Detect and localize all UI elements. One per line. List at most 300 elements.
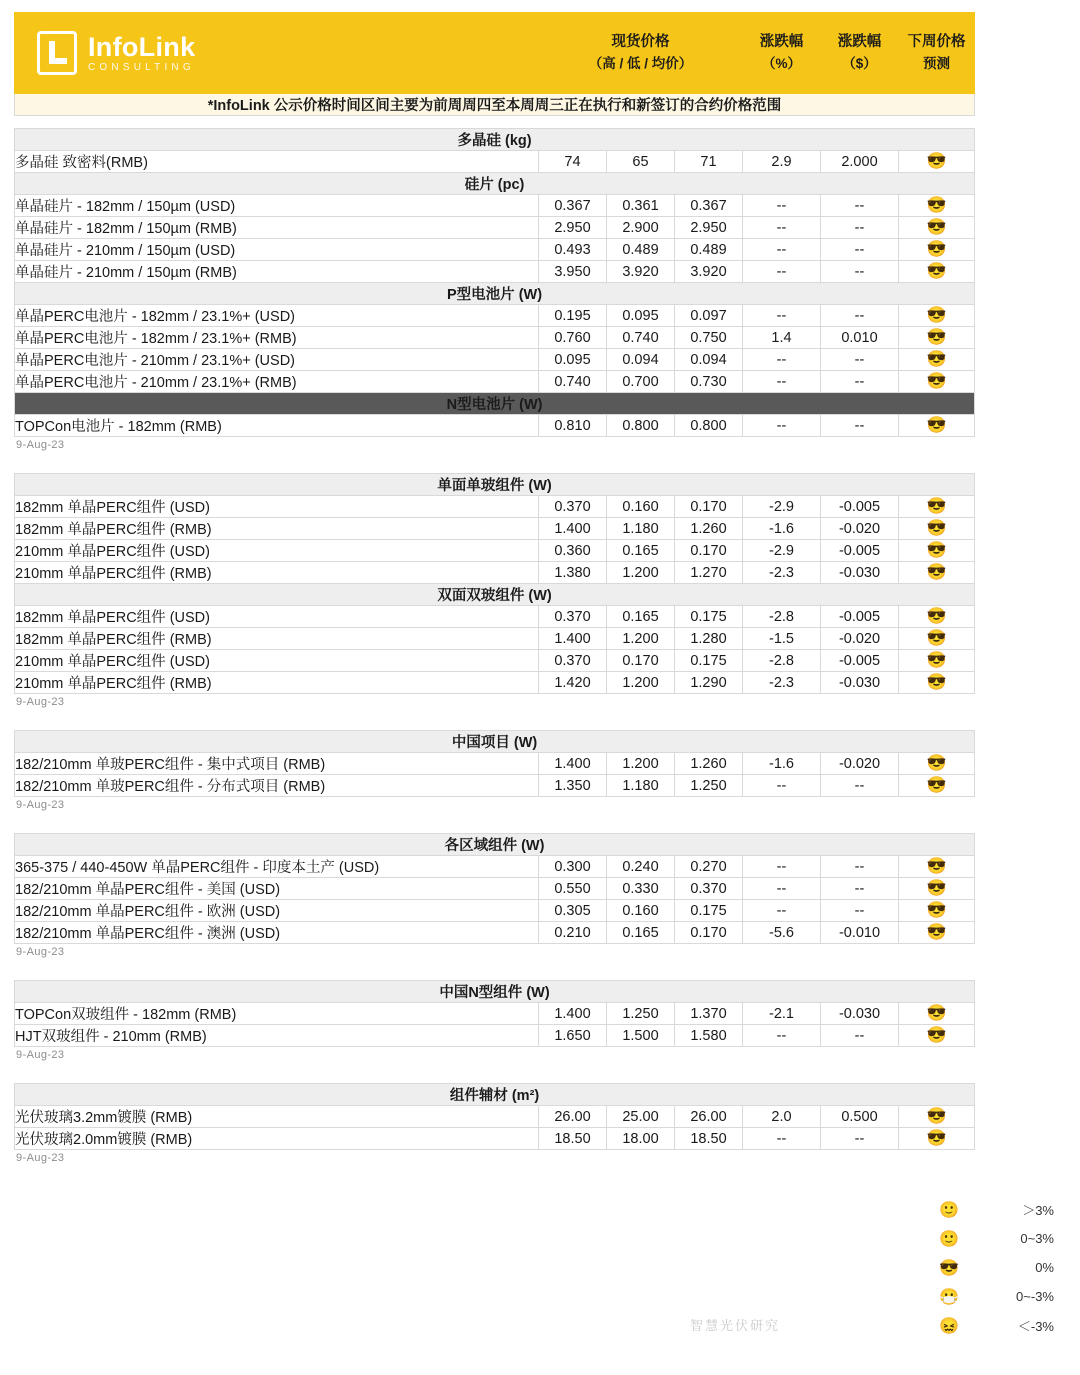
change-usd-cell: -0.030: [821, 562, 899, 584]
change-pct-cell: -2.1: [743, 1003, 821, 1025]
table-row: [15, 775, 975, 797]
forecast-emoji: 😎: [926, 328, 947, 346]
change-pct-cell: 1.4: [743, 327, 821, 349]
change-usd-label: 涨跌幅: [837, 34, 882, 51]
price-high-cell: 1.400: [539, 753, 607, 775]
block-spacer: [0, 811, 1080, 821]
product-name-cell: 单晶PERC电池片 - 210mm / 23.1%+ (RMB): [15, 371, 539, 393]
product-name-cell: 单晶硅片 - 182mm / 150µm (RMB): [15, 217, 539, 239]
table-row: [15, 540, 975, 562]
change-usd-cell: -0.005: [821, 606, 899, 628]
legend-emoji-icon: 😷: [939, 1288, 959, 1306]
table-row: [15, 518, 975, 540]
section-header-row: [15, 584, 975, 606]
price-high-cell: 1.380: [539, 562, 607, 584]
forecast-emoji-icon: [899, 217, 975, 239]
price-avg-cell: 0.370: [675, 878, 743, 900]
price-avg-cell: 26.00: [675, 1106, 743, 1128]
disclaimer-row: [15, 94, 975, 116]
product-name-cell: TOPCon电池片 - 182mm (RMB): [15, 415, 539, 437]
forecast-emoji-icon: [899, 371, 975, 393]
forecast-emoji-icon: [899, 922, 975, 944]
product-name-cell: 多晶硅 致密料(RMB): [15, 151, 539, 173]
forecast-emoji: 😎: [926, 673, 947, 691]
product-name-cell: 182/210mm 单玻PERC组件 - 集中式项目 (RMB): [15, 753, 539, 775]
change-pct-cell: -2.8: [743, 650, 821, 672]
change-pct-cell: --: [743, 775, 821, 797]
change-usd-cell: -0.030: [821, 1003, 899, 1025]
table-row: [15, 922, 975, 944]
change-pct-cell: -1.6: [743, 518, 821, 540]
price-low-cell: 0.240: [607, 856, 675, 878]
change-usd-cell: -0.005: [821, 496, 899, 518]
section-header-row: [15, 283, 975, 305]
price-high-cell: 2.950: [539, 217, 607, 239]
section-header-row: [15, 129, 975, 151]
forecast-emoji: 😎: [926, 152, 947, 170]
price-low-cell: 0.160: [607, 900, 675, 922]
change-usd-cell: --: [821, 261, 899, 283]
change-usd-cell: 0.010: [821, 327, 899, 349]
brand-name: InfoLink: [88, 31, 196, 62]
forecast-emoji: 😎: [926, 629, 947, 647]
forecast-emoji-icon: [899, 562, 975, 584]
brand-logo-cell: [15, 13, 539, 94]
price-low-cell: 0.165: [607, 540, 675, 562]
price-low-cell: 0.361: [607, 195, 675, 217]
legend-label: 0~3%: [1020, 1231, 1054, 1246]
price-avg-cell: 0.175: [675, 606, 743, 628]
legend-label: 0%: [1035, 1260, 1054, 1275]
change-usd-cell: -0.005: [821, 650, 899, 672]
forecast-emoji: 😎: [926, 218, 947, 236]
forecast-emoji: 😎: [926, 1004, 947, 1022]
section-header-row: [15, 1084, 975, 1106]
forecast-emoji-icon: [899, 239, 975, 261]
product-name-cell: 单晶PERC电池片 - 210mm / 23.1%+ (USD): [15, 349, 539, 371]
price-high-cell: 1.400: [539, 628, 607, 650]
price-low-cell: 0.330: [607, 878, 675, 900]
product-name-cell: 182mm 单晶PERC组件 (USD): [15, 496, 539, 518]
legend-label: ＞3%: [1022, 1203, 1054, 1218]
price-high-cell: 0.305: [539, 900, 607, 922]
product-name-cell: 210mm 单晶PERC组件 (USD): [15, 540, 539, 562]
product-name-cell: HJT双玻组件 - 210mm (RMB): [15, 1025, 539, 1047]
change-usd-cell: --: [821, 1025, 899, 1047]
table-row: [15, 195, 975, 217]
forecast-emoji-icon: [899, 775, 975, 797]
price-low-cell: 0.700: [607, 371, 675, 393]
forecast-emoji-icon: [899, 415, 975, 437]
price-low-cell: 1.180: [607, 775, 675, 797]
col-header-change-usd: [821, 13, 899, 94]
section-title: N型电池片 (W): [15, 393, 975, 415]
change-pct-cell: -2.3: [743, 672, 821, 694]
section-title: 单面单玻组件 (W): [15, 474, 975, 496]
legend-item: [932, 1195, 1062, 1224]
price-table: [14, 473, 975, 694]
block-date-label: 9-Aug-23: [16, 439, 65, 451]
block-spacer: [0, 1061, 1080, 1071]
change-pct-cell: --: [743, 1025, 821, 1047]
price-avg-cell: 0.367: [675, 195, 743, 217]
price-high-cell: 0.370: [539, 606, 607, 628]
block-date-label: 9-Aug-23: [16, 799, 65, 811]
change-usd-cell: -0.020: [821, 753, 899, 775]
legend-emoji-icon: 😎: [939, 1259, 959, 1277]
forecast-emoji: 😎: [926, 372, 947, 390]
price-table: [14, 128, 975, 437]
price-avg-cell: 0.094: [675, 349, 743, 371]
forecast-emoji: 😎: [926, 416, 947, 434]
price-table: [14, 833, 975, 944]
table-row: [15, 305, 975, 327]
forecast-emoji: 😎: [926, 519, 947, 537]
forecast-emoji-icon: [899, 606, 975, 628]
table-row: [15, 1128, 975, 1150]
price-high-cell: 1.350: [539, 775, 607, 797]
change-usd-cell: --: [821, 195, 899, 217]
table-row: [15, 1003, 975, 1025]
section-header-row: [15, 834, 975, 856]
price-high-cell: 18.50: [539, 1128, 607, 1150]
change-pct-cell: --: [743, 261, 821, 283]
legend-emoji-icon: 😖: [939, 1317, 959, 1335]
forecast-emoji-icon: [899, 1128, 975, 1150]
change-usd-cell: --: [821, 856, 899, 878]
change-usd-cell: 0.500: [821, 1106, 899, 1128]
change-pct-cell: -2.9: [743, 496, 821, 518]
forecast-emoji-icon: [899, 672, 975, 694]
change-pct-cell: -1.5: [743, 628, 821, 650]
price-avg-cell: 1.270: [675, 562, 743, 584]
product-name-cell: 单晶PERC电池片 - 182mm / 23.1%+ (RMB): [15, 327, 539, 349]
forecast-emoji: 😎: [926, 541, 947, 559]
block-spacer: [0, 1164, 1080, 1174]
table-row: [15, 327, 975, 349]
price-low-cell: 0.489: [607, 239, 675, 261]
forecast-emoji: 😎: [926, 497, 947, 515]
change-pct-cell: --: [743, 878, 821, 900]
header-row: [15, 13, 975, 94]
table-row: [15, 415, 975, 437]
report-header-table: [14, 12, 975, 116]
price-high-cell: 74: [539, 151, 607, 173]
change-pct-cell: -2.8: [743, 606, 821, 628]
product-name-cell: 单晶硅片 - 210mm / 150µm (USD): [15, 239, 539, 261]
forecast-emoji: 😎: [926, 776, 947, 794]
table-row: [15, 628, 975, 650]
price-low-cell: 1.200: [607, 672, 675, 694]
forecast-emoji: 😎: [926, 754, 947, 772]
change-usd-cell: -0.005: [821, 540, 899, 562]
table-row: [15, 1025, 975, 1047]
forecast-emoji: 😎: [926, 651, 947, 669]
table-row: [15, 239, 975, 261]
price-high-cell: 26.00: [539, 1106, 607, 1128]
forecast-emoji-icon: [899, 540, 975, 562]
change-pct-cell: --: [743, 349, 821, 371]
price-avg-cell: 0.175: [675, 650, 743, 672]
price-high-cell: 0.195: [539, 305, 607, 327]
price-avg-cell: 1.260: [675, 518, 743, 540]
section-title: 中国项目 (W): [15, 731, 975, 753]
change-usd-cell: 2.000: [821, 151, 899, 173]
price-avg-cell: 0.489: [675, 239, 743, 261]
table-row: [15, 672, 975, 694]
product-name-cell: 210mm 单晶PERC组件 (RMB): [15, 672, 539, 694]
section-title: 多晶硅 (kg): [15, 129, 975, 151]
price-low-cell: 18.00: [607, 1128, 675, 1150]
product-name-cell: 182/210mm 单晶PERC组件 - 澳洲 (USD): [15, 922, 539, 944]
price-low-cell: 0.160: [607, 496, 675, 518]
price-blocks: [0, 128, 1080, 1174]
price-low-cell: 25.00: [607, 1106, 675, 1128]
forecast-emoji-icon: [899, 151, 975, 173]
legend-item: [932, 1311, 1062, 1340]
forecast-label: 下周价格: [907, 34, 966, 51]
price-avg-cell: 3.920: [675, 261, 743, 283]
change-pct-cell: -1.6: [743, 753, 821, 775]
forecast-emoji-icon: [899, 1003, 975, 1025]
section-title: 各区域组件 (W): [15, 834, 975, 856]
brand-tagline: CONSULTING: [88, 61, 195, 73]
forecast-emoji-icon: [899, 753, 975, 775]
change-usd-cell: -0.030: [821, 672, 899, 694]
section-title: 组件辅材 (m²): [15, 1084, 975, 1106]
price-high-cell: 0.360: [539, 540, 607, 562]
product-name-cell: 182/210mm 单晶PERC组件 - 美国 (USD): [15, 878, 539, 900]
forecast-emoji-icon: [899, 1025, 975, 1047]
change-usd-cell: --: [821, 217, 899, 239]
price-low-cell: 0.095: [607, 305, 675, 327]
legend-item: [932, 1282, 1062, 1311]
price-high-cell: 3.950: [539, 261, 607, 283]
change-usd-cell: --: [821, 305, 899, 327]
product-name-cell: 单晶硅片 - 210mm / 150µm (RMB): [15, 261, 539, 283]
price-avg-cell: 2.950: [675, 217, 743, 239]
change-pct-cell: --: [743, 217, 821, 239]
table-row: [15, 349, 975, 371]
product-name-cell: 光伏玻璃3.2mm镀膜 (RMB): [15, 1106, 539, 1128]
change-pct-cell: --: [743, 415, 821, 437]
table-row: [15, 496, 975, 518]
price-avg-cell: 0.800: [675, 415, 743, 437]
price-avg-cell: 0.170: [675, 922, 743, 944]
change-pct-label: 涨跌幅: [759, 34, 804, 51]
price-high-cell: 1.400: [539, 518, 607, 540]
change-usd-cell: --: [821, 371, 899, 393]
forecast-emoji: 😎: [926, 240, 947, 258]
forecast-emoji: 😎: [926, 563, 947, 581]
price-low-cell: 65: [607, 151, 675, 173]
legend-item: [932, 1253, 1062, 1282]
price-low-cell: 1.200: [607, 628, 675, 650]
section-title: 中国N型组件 (W): [15, 981, 975, 1003]
price-high-cell: 0.740: [539, 371, 607, 393]
forecast-emoji: 😎: [926, 607, 947, 625]
change-usd-cell: --: [821, 775, 899, 797]
table-row: [15, 562, 975, 584]
product-name-cell: 单晶PERC电池片 - 182mm / 23.1%+ (USD): [15, 305, 539, 327]
forecast-emoji-icon: [899, 305, 975, 327]
price-high-cell: 1.400: [539, 1003, 607, 1025]
change-usd-cell: --: [821, 349, 899, 371]
forecast-emoji-icon: [899, 628, 975, 650]
price-avg-cell: 0.730: [675, 371, 743, 393]
change-pct-cell: --: [743, 371, 821, 393]
change-pct-cell: -5.6: [743, 922, 821, 944]
change-pct-cell: 2.0: [743, 1106, 821, 1128]
block-date-label: 9-Aug-23: [16, 696, 65, 708]
product-name-cell: 光伏玻璃2.0mm镀膜 (RMB): [15, 1128, 539, 1150]
price-low-cell: 3.920: [607, 261, 675, 283]
change-pct-cell: --: [743, 1128, 821, 1150]
product-name-cell: 182mm 单晶PERC组件 (USD): [15, 606, 539, 628]
forecast-legend: [932, 1195, 1062, 1340]
price-high-cell: 1.420: [539, 672, 607, 694]
infolink-logo-icon: [37, 31, 77, 75]
forecast-emoji-icon: [899, 261, 975, 283]
forecast-emoji: 😎: [926, 350, 947, 368]
price-high-cell: 0.810: [539, 415, 607, 437]
forecast-emoji-icon: [899, 650, 975, 672]
forecast-sublabel: 预测: [923, 55, 950, 71]
change-pct-cell: -2.3: [743, 562, 821, 584]
price-table: [14, 980, 975, 1047]
change-pct-cell: --: [743, 239, 821, 261]
product-name-cell: 单晶硅片 - 182mm / 150µm (USD): [15, 195, 539, 217]
block-spacer: [0, 958, 1080, 968]
price-low-cell: 1.500: [607, 1025, 675, 1047]
price-avg-cell: 0.170: [675, 496, 743, 518]
table-row: [15, 650, 975, 672]
forecast-emoji-icon: [899, 1106, 975, 1128]
price-avg-cell: 1.370: [675, 1003, 743, 1025]
spot-price-label: 现货价格: [611, 34, 670, 51]
price-low-cell: 0.165: [607, 606, 675, 628]
table-row: [15, 606, 975, 628]
col-header-change-pct: [743, 13, 821, 94]
product-name-cell: 210mm 单晶PERC组件 (RMB): [15, 562, 539, 584]
block-date-label: 9-Aug-23: [16, 1152, 65, 1164]
change-pct-sublabel: （%）: [761, 55, 801, 71]
table-row: [15, 261, 975, 283]
forecast-emoji-icon: [899, 900, 975, 922]
legend-item: [932, 1224, 1062, 1253]
price-high-cell: 0.493: [539, 239, 607, 261]
change-usd-cell: -0.020: [821, 518, 899, 540]
forecast-emoji-icon: [899, 496, 975, 518]
product-name-cell: 365-375 / 440-450W 单晶PERC组件 - 印度本土产 (USD): [15, 856, 539, 878]
forecast-emoji: 😎: [926, 857, 947, 875]
table-row: [15, 371, 975, 393]
price-avg-cell: 1.260: [675, 753, 743, 775]
section-title: 硅片 (pc): [15, 173, 975, 195]
forecast-emoji: 😎: [926, 196, 947, 214]
section-header-row: [15, 731, 975, 753]
table-row: [15, 878, 975, 900]
forecast-emoji-icon: [899, 878, 975, 900]
forecast-emoji: 😎: [926, 1129, 947, 1147]
price-low-cell: 1.200: [607, 562, 675, 584]
change-usd-cell: -0.020: [821, 628, 899, 650]
col-header-spot-price: [539, 13, 743, 94]
change-pct-cell: -2.9: [743, 540, 821, 562]
change-usd-cell: --: [821, 1128, 899, 1150]
product-name-cell: 182mm 单晶PERC组件 (RMB): [15, 518, 539, 540]
price-avg-cell: 0.270: [675, 856, 743, 878]
price-high-cell: 0.095: [539, 349, 607, 371]
price-high-cell: 0.370: [539, 650, 607, 672]
col-header-forecast: [899, 13, 975, 94]
price-low-cell: 1.200: [607, 753, 675, 775]
forecast-emoji: 😎: [926, 1107, 947, 1125]
forecast-emoji: 😎: [926, 879, 947, 897]
price-low-cell: 2.900: [607, 217, 675, 239]
change-pct-cell: --: [743, 305, 821, 327]
price-avg-cell: 0.175: [675, 900, 743, 922]
price-high-cell: 0.370: [539, 496, 607, 518]
block-date-label: 9-Aug-23: [16, 946, 65, 958]
price-low-cell: 0.740: [607, 327, 675, 349]
forecast-emoji-icon: [899, 518, 975, 540]
product-name-cell: 210mm 单晶PERC组件 (USD): [15, 650, 539, 672]
disclaimer-text: *InfoLink 公示价格时间区间主要为前周周四至本周周三正在执行和新签订的合约价格范围: [15, 94, 975, 116]
price-avg-cell: 18.50: [675, 1128, 743, 1150]
change-usd-cell: --: [821, 878, 899, 900]
price-high-cell: 0.367: [539, 195, 607, 217]
legend-label: ＜-3%: [1017, 1319, 1054, 1334]
change-pct-cell: --: [743, 195, 821, 217]
section-header-row: [15, 981, 975, 1003]
change-pct-cell: 2.9: [743, 151, 821, 173]
change-usd-sublabel: （$）: [842, 55, 877, 71]
table-row: [15, 856, 975, 878]
price-avg-cell: 1.580: [675, 1025, 743, 1047]
forecast-emoji: 😎: [926, 262, 947, 280]
legend-emoji-icon: 🙂: [939, 1201, 959, 1219]
section-header-row: [15, 393, 975, 415]
table-row: [15, 151, 975, 173]
change-pct-cell: --: [743, 900, 821, 922]
forecast-emoji-icon: [899, 856, 975, 878]
table-row: [15, 900, 975, 922]
section-header-row: [15, 173, 975, 195]
legend-emoji-icon: 🙂: [939, 1230, 959, 1248]
block-spacer: [0, 708, 1080, 718]
section-title: P型电池片 (W): [15, 283, 975, 305]
change-usd-cell: -0.010: [821, 922, 899, 944]
price-high-cell: 0.760: [539, 327, 607, 349]
price-low-cell: 0.800: [607, 415, 675, 437]
change-pct-cell: --: [743, 856, 821, 878]
table-row: [15, 1106, 975, 1128]
section-header-row: [15, 474, 975, 496]
price-low-cell: 1.250: [607, 1003, 675, 1025]
product-name-cell: 182/210mm 单晶PERC组件 - 欧洲 (USD): [15, 900, 539, 922]
forecast-emoji-icon: [899, 195, 975, 217]
price-high-cell: 1.650: [539, 1025, 607, 1047]
forecast-emoji: 😎: [926, 923, 947, 941]
forecast-emoji: 😎: [926, 306, 947, 324]
price-high-cell: 0.210: [539, 922, 607, 944]
price-low-cell: 0.170: [607, 650, 675, 672]
section-title: 双面双玻组件 (W): [15, 584, 975, 606]
price-avg-cell: 1.280: [675, 628, 743, 650]
forecast-emoji: 😎: [926, 1026, 947, 1044]
price-avg-cell: 1.250: [675, 775, 743, 797]
